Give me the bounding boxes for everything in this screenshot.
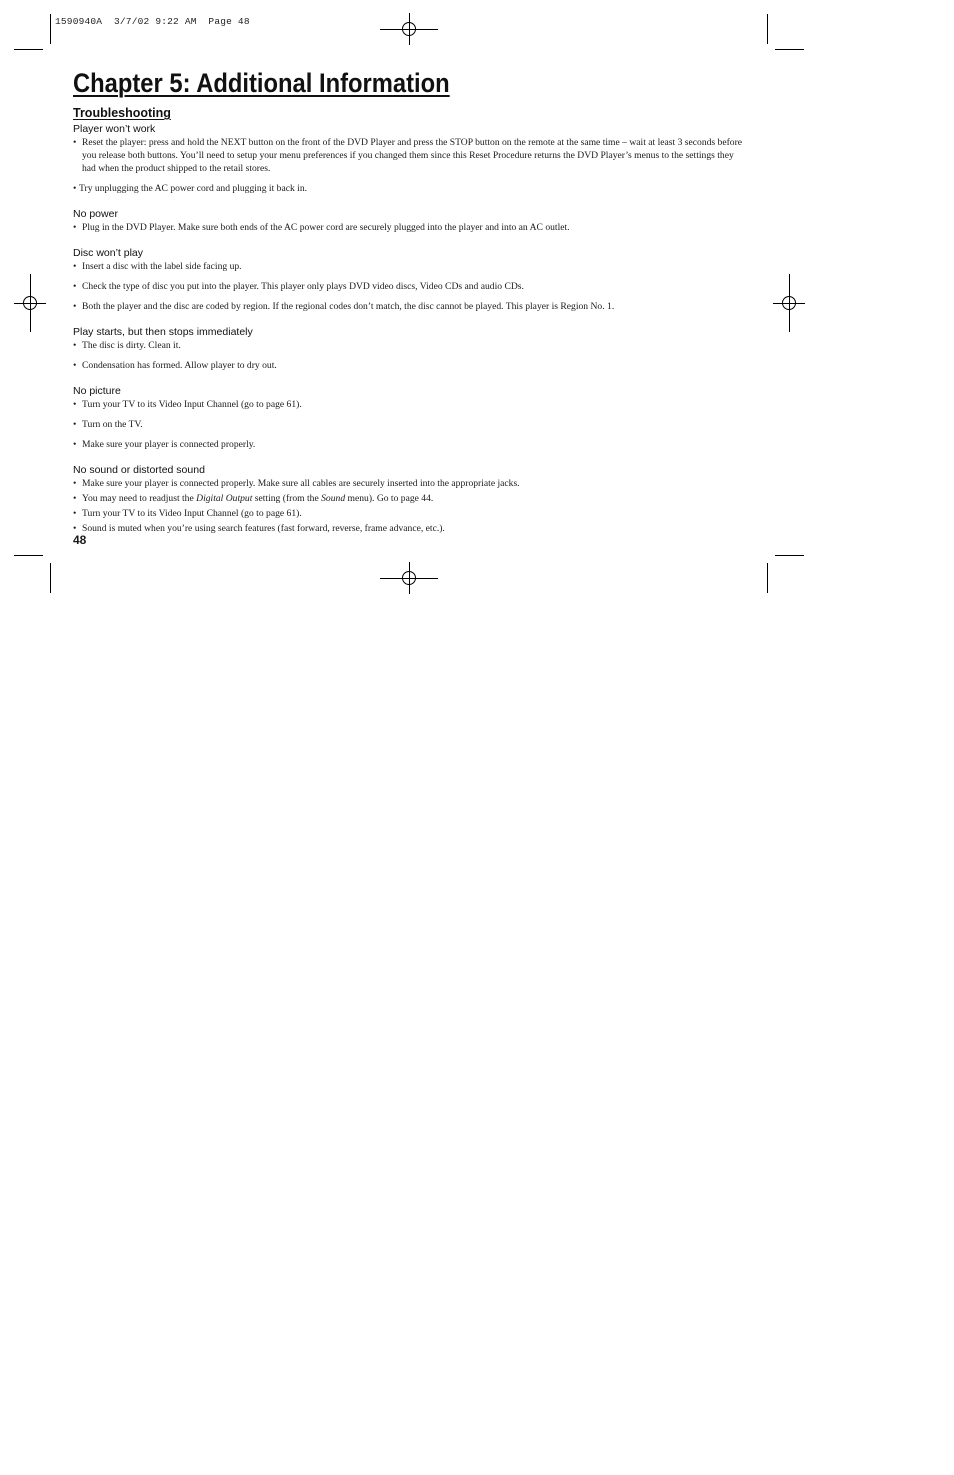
list-item: • Make sure your player is connected properly. Make sure all cables are securely inserted into the appropriate jacks. (73, 478, 520, 489)
list-item: • Both the player and the disc are coded by region. If the regional codes don’t match, the disc cannot be played. This player is Region No. 1. (73, 301, 615, 312)
problem-title: Play starts, but then stops immediately (73, 326, 253, 338)
list-item: • Make sure your player is connected properly. (73, 439, 256, 450)
crop-mark (50, 563, 51, 593)
problem-disc-wont-play (73, 246, 748, 313)
list-item: • Turn your TV to its Video Input Channel (go to page 61). (73, 399, 302, 410)
list-item: • Condensation has formed. Allow player to dry out. (73, 360, 277, 371)
crop-mark (14, 49, 43, 50)
problem-title: Player won’t work (73, 123, 156, 135)
list-item: • Sound is muted when you’re using search features (fast forward, reverse, frame advance, etc.). (73, 523, 445, 534)
problem-no-sound (73, 463, 748, 535)
list-item: • Reset the player: press and hold the NEXT button on the front of the DVD Player and press the STOP button on the remote at the same time – wait at least 3 seconds before you release both buttons. You’ll need to setup your menu preferences if you changed them since this Reset Procedure returns the DVD Player’s menus to the settings they had when the product shipped to the retail stores. (73, 137, 743, 174)
crop-mark (767, 563, 768, 593)
page-content (73, 66, 748, 535)
list-item: • The disc is dirty. Clean it. (73, 340, 181, 351)
list-item: • Plug in the DVD Player. Make sure both ends of the AC power cord are securely plugged into the player and into an AC outlet. (73, 222, 570, 233)
chapter-title: Chapter 5: Additional Information (73, 68, 450, 98)
crop-mark (775, 49, 804, 50)
problem-no-power (73, 207, 748, 234)
section-title: Troubleshooting (73, 106, 171, 120)
page-number: 48 (73, 533, 87, 547)
registration-mark-icon (380, 13, 438, 45)
problem-title: Disc won’t play (73, 247, 144, 259)
registration-mark-icon (14, 274, 46, 332)
problem-title: No picture (73, 385, 121, 397)
print-slug: 1590940A 3/7/02 9:22 AM Page 48 (55, 16, 250, 27)
crop-mark (50, 14, 51, 44)
crop-mark (775, 555, 804, 556)
problem-play-stops (73, 325, 748, 372)
registration-mark-icon (773, 274, 805, 332)
problem-no-picture (73, 384, 748, 451)
problem-player-wont-work (73, 122, 748, 195)
list-item: • Turn on the TV. (73, 419, 143, 430)
list-item: • Insert a disc with the label side facing up. (73, 261, 242, 272)
problem-title: No sound or distorted sound (73, 464, 205, 476)
crop-mark (14, 555, 43, 556)
list-item: • You may need to readjust the Digital Output setting (from the Sound menu). Go to page 44. (73, 493, 434, 504)
list-item: • Turn your TV to its Video Input Channel (go to page 61). (73, 508, 302, 519)
list-item: • Try unplugging the AC power cord and plugging it back in. (73, 183, 308, 194)
list-item: • Check the type of disc you put into the player. This player only plays DVD video discs, Video CDs and audio CDs. (73, 281, 524, 292)
crop-mark (767, 14, 768, 44)
registration-mark-icon (380, 562, 438, 594)
problem-title: No power (73, 208, 118, 220)
